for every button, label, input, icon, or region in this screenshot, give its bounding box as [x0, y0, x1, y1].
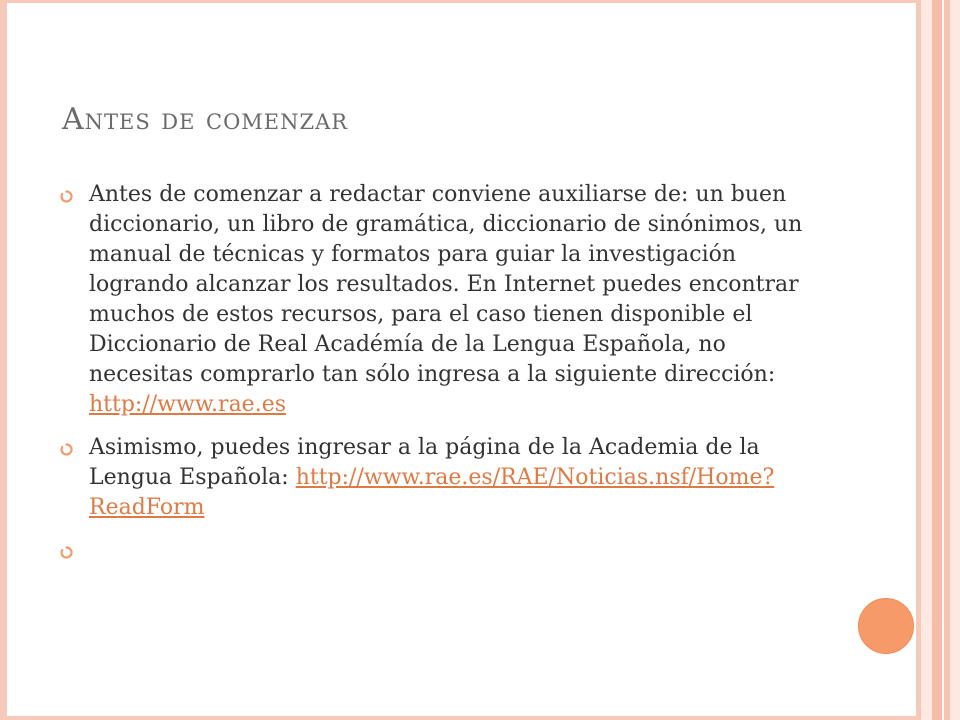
open-ring-bullet-icon: [60, 546, 73, 559]
decorative-stripe: [950, 0, 960, 720]
bullet-list: [60, 180, 830, 579]
frame-bottom-border: [0, 716, 921, 720]
decorative-stripe: [921, 0, 932, 720]
open-ring-bullet-icon: [60, 443, 73, 456]
rae-link[interactable]: http://www.rae.es: [89, 392, 287, 417]
rae-noticias-link[interactable]: http://www.rae.es/RAE/Noticias.nsf/Home?ReadForm: [89, 465, 775, 520]
bullet-item: [60, 180, 830, 420]
slide-title: Antes de comenzar: [62, 102, 349, 137]
open-ring-bullet-icon: [60, 190, 73, 203]
frame-left-border: [0, 0, 7, 720]
bullet-item: [60, 433, 830, 523]
bullet-item-empty: [60, 536, 830, 566]
frame-top-border: [0, 0, 921, 3]
decorative-stripe: [932, 0, 942, 720]
orange-circle-icon: [858, 598, 914, 654]
bullet-text: Antes de comenzar a redactar conviene auxiliarse de: un buen diccionario, un libro de gramática, diccionario de sinónimos, un manual de técnicas y formatos para guiar la investigación logrando alcanzar los resultados. En Internet puedes encontrar muchos de estos recursos, para el caso tienen disponible el Diccionario de Real Académía de la Lengua Española, no necesitas comprarlo tan sólo ingresa a la siguiente dirección:: [89, 182, 803, 387]
bullet-text: Asimismo, puedes ingresar a la página de la Academia de la Lengua Española:: [89, 435, 760, 490]
